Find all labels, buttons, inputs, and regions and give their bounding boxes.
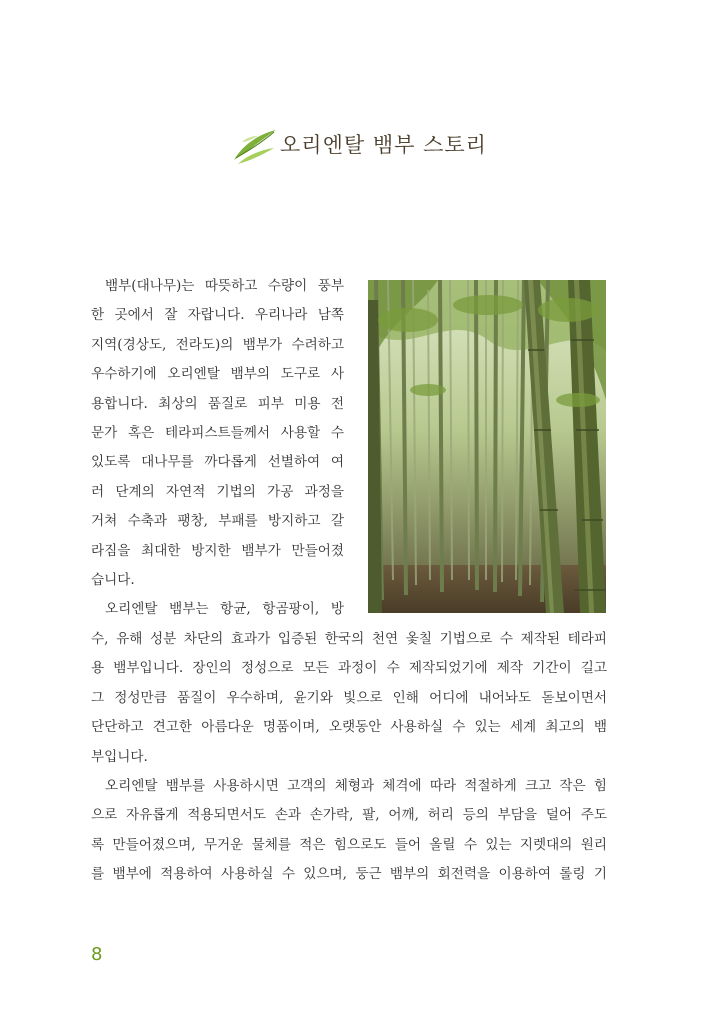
text-line: 를 뱀부에 적용하여 사용하실 수 있으며, 둥근 뱀부의 회전력을 이용하여 롤링 기 [91, 866, 607, 883]
text-line: 으로 자유롭게 적용되면서도 손과 손가락, 팔, 어깨, 허리 등의 부담을 덜어 주도 [91, 807, 607, 824]
text-line: 용합니다. 최상의 품질로 피부 미용 전 [91, 395, 344, 412]
text-line: 뱀부(대나무)는 따뜻하고 수량이 풍부 [105, 278, 344, 294]
bamboo-leaf-icon [230, 122, 278, 166]
text-line: 거쳐 수축과 팽창, 부패를 방지하고 갈 [91, 513, 344, 530]
text-line: 수, 유해 성분 차단의 효과가 입증된 한국의 천연 옻칠 기법으로 수 제작된 테라피 [91, 631, 607, 647]
text-line: 우수하기에 오리엔탈 뱀부의 도구로 사 [91, 366, 344, 383]
text-line: 그 정성만큼 품질이 우수하며, 윤기와 빛으로 인해 어디에 내어놔도 돋보이면서 [91, 689, 607, 706]
text-line: 오리엔탈 뱀부를 사용하시면 고객의 체형과 체격에 따라 적절하게 크고 작은 힘 [105, 778, 607, 795]
body-text-block-1 [91, 272, 344, 625]
text-line: 용 뱀부입니다. 장인의 정성으로 모든 과정이 수 제작되었기에 제작 기간이 길고 [91, 660, 607, 677]
text-line: 습니다. [91, 572, 135, 589]
text-line: 러 단계의 자연적 기법의 가공 과정을 [91, 483, 344, 500]
body-text-block-2 [91, 625, 607, 890]
text-line: 문가 혹은 테라피스트들께서 사용할 수 [91, 425, 344, 442]
page-header [230, 122, 487, 166]
page-title: 오리엔탈 뱀부 스토리 [280, 133, 487, 157]
bamboo-forest-photo [368, 280, 606, 613]
text-line: 지역(경상도, 전라도)의 뱀부가 수려하고 [91, 336, 344, 353]
bamboo-forest-image [368, 280, 606, 613]
text-line: 한 곳에서 잘 자랍니다. 우리나라 남쪽 [91, 307, 344, 324]
text-line: 단단하고 견고한 아름다운 명품이며, 오랫동안 사용하실 수 있는 세계 최고의 뱀 [91, 719, 607, 736]
text-line: 록 만들어졌으며, 무거운 물체를 적은 힘으로도 들어 올릴 수 있는 지렛대의 원리 [91, 836, 607, 853]
page-number: 8 [91, 944, 103, 965]
text-line: 라짐을 최대한 방지한 뱀부가 만들어졌 [91, 542, 344, 559]
text-line: 부입니다. [91, 748, 148, 765]
text-line: 있도록 대나무를 까다롭게 선별하여 여 [91, 454, 344, 471]
text-line: 오리엔탈 뱀부는 항균, 항곰팡이, 방 [105, 601, 344, 618]
